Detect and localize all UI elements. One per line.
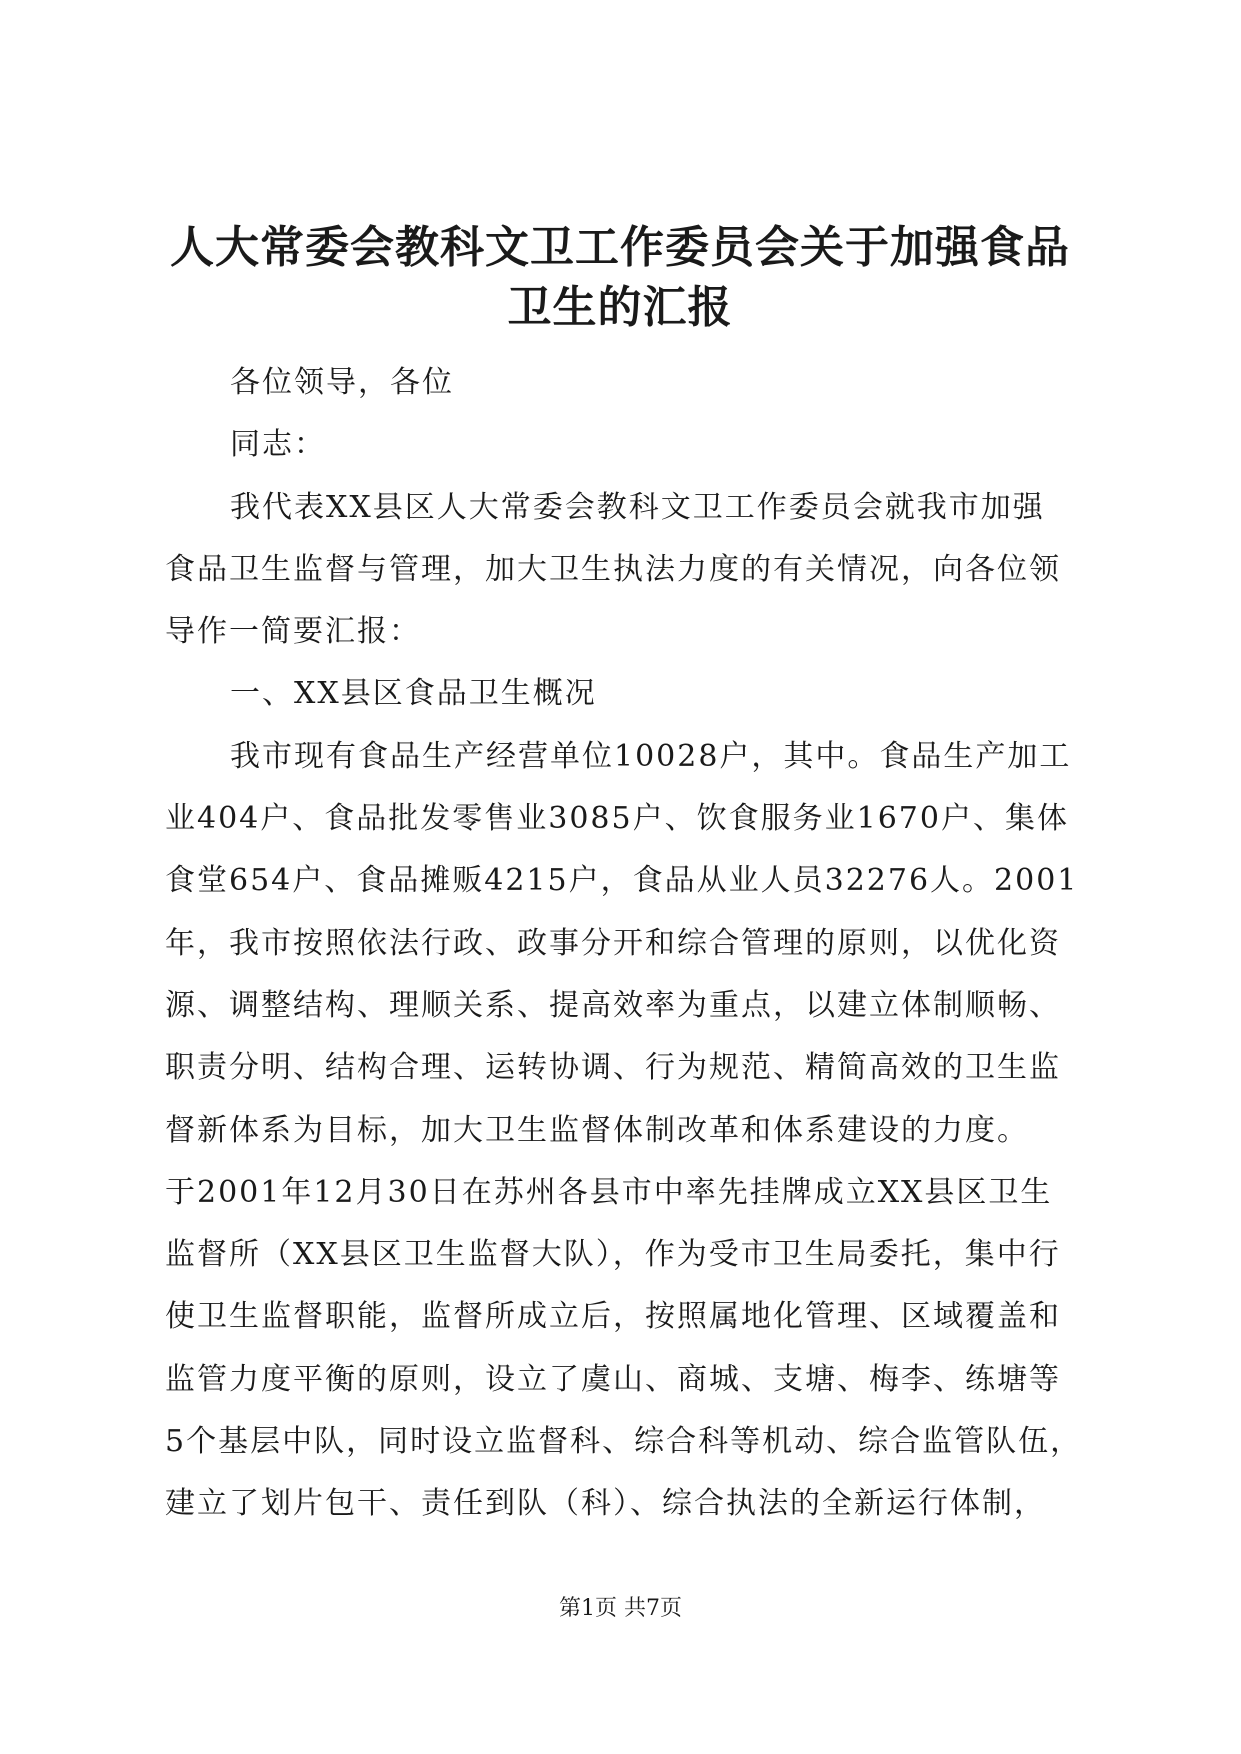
body-text-line: 职责分明、结构合理、运转协调、行为规范、精简高效的卫生监 [165, 1050, 1061, 1086]
body-text-line: 一、XX县区食品卫生概况 [230, 676, 597, 712]
body-text-line: 同志： [230, 427, 326, 463]
body-text-line: 导作一简要汇报： [165, 614, 421, 650]
body-text-line: 我代表XX县区人大常委会教科文卫工作委员会就我市加强 [230, 489, 1045, 525]
document-body [165, 352, 1083, 1536]
body-text-line: 我市现有食品生产经营单位10028户，其中。食品生产加工 [230, 738, 1072, 774]
body-text-line: 监督所（XX县区卫生监督大队），作为受市卫生局委托，集中行 [165, 1237, 1061, 1273]
page-footer: 第1页 共7页 [559, 1596, 682, 1621]
body-text-line: 监管力度平衡的原则，设立了虞山、商城、支塘、梅李、练塘等 [165, 1361, 1061, 1397]
body-text-line: 于2001年12月30日在苏州各县市中率先挂牌成立XX县区卫生 [165, 1174, 1053, 1210]
body-text-line: 食品卫生监督与管理，加大卫生执法力度的有关情况，向各位领 [165, 551, 1061, 587]
body-text-line: 各位领导，各位 [230, 365, 454, 400]
title-line: 卫生的汇报 [507, 282, 733, 333]
body-text-line: 源、调整结构、理顺关系、提高效率为重点，以建立体制顺畅、 [165, 987, 1061, 1023]
body-text-line: 5个基层中队，同时设立监督科、综合科等机动、综合监管队伍， [165, 1424, 1083, 1460]
body-text-line: 使卫生监督职能，监督所成立后，按照属地化管理、区域覆盖和 [165, 1299, 1061, 1335]
body-text-line: 食堂654户、食品摊贩4215户，食品从业人员32276人。2001 [165, 863, 1079, 899]
title-line: 人大常委会教科文卫工作委员会关于加强食品 [170, 222, 1070, 273]
body-text-line: 年，我市按照依法行政、政事分开和综合管理的原则，以优化资 [165, 925, 1061, 961]
body-text-line: 督新体系为目标，加大卫生监督体制改革和体系建设的力度。 [165, 1112, 1029, 1148]
document-title [150, 218, 1090, 338]
body-text-line: 业404户、食品批发零售业3085户、饮食服务业1670户、集体 [165, 801, 1069, 837]
body-text-line: 建立了划片包干、责任到队（科）、综合执法的全新运行体制， [165, 1486, 1046, 1522]
